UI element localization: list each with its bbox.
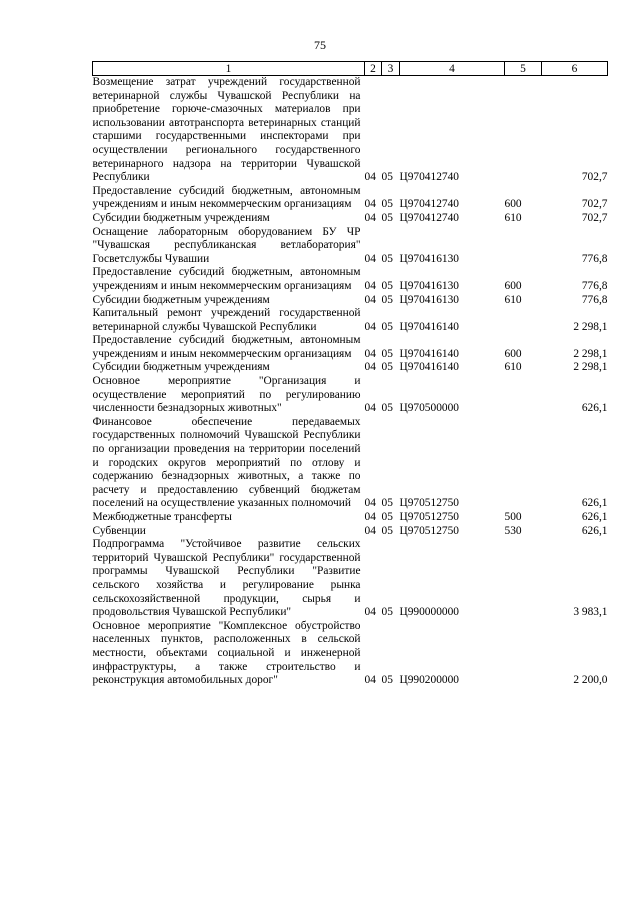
row-section: 04 <box>364 198 376 211</box>
row-subsection: 05 <box>381 293 393 306</box>
row-section: 04 <box>364 511 376 523</box>
row-subsection: 05 <box>381 511 393 523</box>
row-name: Предоставление субсидий бюджетным, автономным учреждениям и иным некоммерческим организациям <box>92 266 361 292</box>
row-subsection: 05 <box>381 347 393 360</box>
row-target-article: Ц970416140 <box>399 361 459 374</box>
row-name: Финансовое обеспечение передаваемых государственных полномочий Чувашской Республики по организации проведения на территории поселений и городских округов мероприятий по отлову и содержанию безнадзорных животных, а также по расчету и предоставлению субвенций бюджетам поселений на осуществление указанных полномочий <box>92 415 361 510</box>
row-amount: 2 200,0 <box>573 674 608 687</box>
row-amount: 626,1 <box>581 402 608 415</box>
row-expense-type: 600 <box>504 347 522 360</box>
table-row <box>93 375 608 416</box>
column-header-amount: 6 <box>542 62 608 76</box>
row-subsection: 05 <box>381 279 393 292</box>
table-header-row <box>93 62 608 76</box>
row-section: 04 <box>364 347 376 360</box>
row-name: Капитальный ремонт учреждений государственной ветеринарной службы Чувашской Республики <box>92 307 361 333</box>
row-target-article: Ц970412740 <box>399 211 459 224</box>
column-header-name: 1 <box>93 62 365 76</box>
row-target-article: Ц970416140 <box>399 347 459 360</box>
row-section: 04 <box>364 252 376 265</box>
row-expense-type <box>505 307 542 334</box>
table-row <box>93 334 608 361</box>
row-expense-type: 610 <box>504 361 522 374</box>
row-expense-type: 600 <box>504 198 522 211</box>
table-row <box>93 266 608 293</box>
row-section: 04 <box>364 524 376 537</box>
row-amount: 2 298,1 <box>573 361 608 374</box>
row-subsection: 05 <box>381 171 393 184</box>
table-row <box>93 76 608 185</box>
column-header-target-article: 4 <box>400 62 505 76</box>
row-amount: 702,7 <box>581 171 608 184</box>
row-name: Межбюджетные трансферты <box>92 511 232 523</box>
row-expense-type: 500 <box>504 511 522 523</box>
row-subsection: 05 <box>381 402 393 415</box>
table-row <box>93 525 608 539</box>
row-section: 04 <box>364 211 376 224</box>
row-expense-type: 610 <box>504 293 522 306</box>
row-section: 04 <box>364 361 376 374</box>
table-row <box>93 226 608 267</box>
column-header-subsection: 3 <box>382 62 400 76</box>
row-section: 04 <box>364 606 376 619</box>
row-section: 04 <box>364 171 376 184</box>
row-subsection: 05 <box>381 524 393 537</box>
row-amount: 626,1 <box>581 524 608 537</box>
row-target-article: Ц970416130 <box>399 293 459 306</box>
table-row <box>93 511 608 525</box>
table-row <box>93 307 608 334</box>
row-section: 04 <box>364 402 376 415</box>
row-section: 04 <box>364 293 376 306</box>
row-target-article: Ц970412740 <box>399 171 459 184</box>
row-section: 04 <box>364 497 376 510</box>
row-expense-type: 610 <box>504 211 522 224</box>
row-expense-type <box>505 620 542 688</box>
row-name: Возмещение затрат учреждений государственной ветеринарной службы Чувашской Республики на приобретение горюче-смазочных материалов при использовании автотранспорта ветеринарных станций старшими государственными инспекторами при осуществлении регионального государственного ветеринарного надзора на территории Чувашской Республики <box>92 76 361 184</box>
table-row <box>93 620 608 688</box>
row-target-article: Ц970512750 <box>399 524 459 537</box>
row-name: Предоставление субсидий бюджетным, автономным учреждениям и иным некоммерческим организациям <box>92 334 361 360</box>
row-amount: 776,8 <box>581 252 608 265</box>
row-amount: 626,1 <box>581 511 608 523</box>
row-amount: 626,1 <box>581 497 608 510</box>
row-target-article: Ц970500000 <box>399 402 459 415</box>
row-target-article: Ц970416130 <box>399 252 459 265</box>
row-expense-type: 600 <box>504 279 522 292</box>
row-amount: 702,7 <box>581 211 608 224</box>
page-number: 75 <box>314 38 326 52</box>
row-expense-type <box>505 76 542 185</box>
row-amount: 2 298,1 <box>573 347 608 360</box>
table-row <box>93 416 608 511</box>
row-amount: 776,8 <box>581 293 608 306</box>
row-subsection: 05 <box>381 320 393 333</box>
row-name: Субсидии бюджетным учреждениям <box>92 293 270 306</box>
table-row <box>93 185 608 212</box>
table-row <box>93 538 608 620</box>
row-subsection: 05 <box>381 211 393 224</box>
row-expense-type <box>505 538 542 620</box>
row-expense-type: 530 <box>504 524 522 537</box>
row-expense-type <box>505 416 542 511</box>
row-name: Оснащение лабораторным оборудованием БУ ЧР "Чувашская республиканская ветлаборатория" Госветслужбы Чувашии <box>92 225 361 265</box>
row-target-article: Ц970416140 <box>399 320 459 333</box>
row-subsection: 05 <box>381 606 393 619</box>
column-header-expense-type: 5 <box>505 62 542 76</box>
row-name: Предоставление субсидий бюджетным, автономным учреждениям и иным некоммерческим организациям <box>92 184 361 211</box>
row-amount: 702,7 <box>581 198 608 211</box>
row-subsection: 05 <box>381 252 393 265</box>
table-row <box>93 361 608 375</box>
row-name: Субсидии бюджетным учреждениям <box>92 211 270 224</box>
row-amount: 776,8 <box>581 279 608 292</box>
row-target-article: Ц970512750 <box>399 511 459 523</box>
row-subsection: 05 <box>381 497 393 510</box>
row-subsection: 05 <box>381 674 393 687</box>
table-row <box>93 294 608 308</box>
row-section: 04 <box>364 674 376 687</box>
row-name: Подпрограмма "Устойчивое развитие сельских территорий Чувашской Республики" государственной программы Чувашской Республики "Развитие сельского хозяйства и регулирование рынка сельскохозяйственной продукции, сырья и продовольствия Чувашской Республики" <box>92 538 361 619</box>
row-section: 04 <box>364 279 376 292</box>
row-subsection: 05 <box>381 198 393 211</box>
row-subsection: 05 <box>381 361 393 374</box>
row-target-article: Ц990200000 <box>399 674 459 687</box>
row-name: Основное мероприятие "Комплексное обустройство населенных пунктов, расположенных в сельской местности, объектами социальной и инженерной инфраструктуры, а также строительство и реконструкция автомобильных дорог" <box>92 619 361 687</box>
row-target-article: Ц990000000 <box>399 606 459 619</box>
row-amount: 3 983,1 <box>573 606 608 619</box>
table-row <box>93 212 608 226</box>
row-expense-type <box>505 226 542 267</box>
budget-table <box>92 61 608 688</box>
row-target-article: Ц970512750 <box>399 497 459 510</box>
row-expense-type <box>505 375 542 416</box>
row-section: 04 <box>364 320 376 333</box>
row-target-article: Ц970412740 <box>399 198 459 211</box>
row-amount: 2 298,1 <box>573 320 608 333</box>
row-name: Основное мероприятие "Организация и осуществление мероприятий по регулированию численности безнадзорных животных" <box>92 375 361 415</box>
row-target-article: Ц970416130 <box>399 279 459 292</box>
row-name: Субвенции <box>92 524 146 537</box>
row-name: Субсидии бюджетным учреждениям <box>92 361 270 374</box>
column-header-section: 2 <box>365 62 382 76</box>
